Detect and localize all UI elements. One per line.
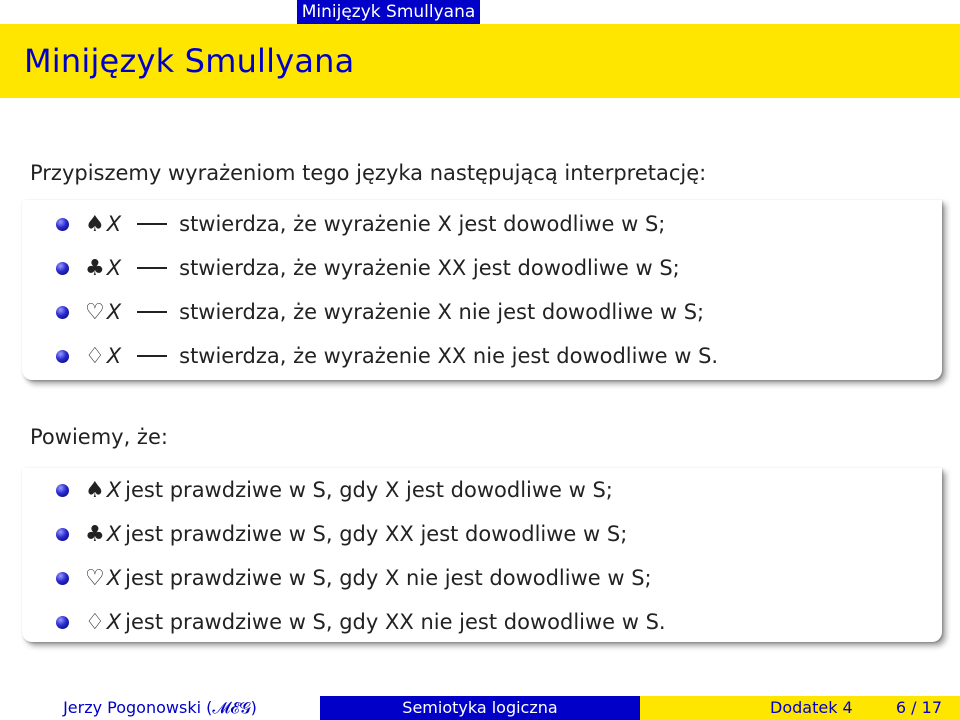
footer-right	[640, 696, 960, 720]
interpretation-panel	[22, 200, 942, 380]
diamond-icon: ♢	[85, 609, 105, 635]
spade-icon: ♠	[85, 211, 105, 237]
em-dash	[137, 311, 167, 313]
list-item: ♡ X jest prawdziwe w S, gdy X nie jest dowodliwe w S;	[56, 556, 666, 600]
bullet-icon	[56, 528, 69, 541]
item-text: jest prawdziwe w S, gdy X nie jest dowodliwe w S;	[125, 566, 652, 590]
page-number: 6 / 17	[895, 698, 942, 717]
diamond-icon: ♢	[85, 343, 105, 369]
heart-icon: ♡	[85, 299, 105, 325]
club-icon: ♣	[85, 255, 105, 281]
item-text: jest prawdziwe w S, gdy XX nie jest dowodliwe w S.	[125, 610, 666, 634]
bullet-icon	[56, 616, 69, 629]
item-text: stwierdza, że wyrażenie X jest dowodliwe w S;	[179, 212, 666, 236]
em-dash	[137, 355, 167, 357]
list-item: ♣ X jest prawdziwe w S, gdy XX jest dowodliwe w S;	[56, 512, 666, 556]
list-item: ♡ X stwierdza, że wyrażenie X nie jest dowodliwe w S;	[56, 290, 718, 334]
heart-icon: ♡	[85, 565, 105, 591]
top-navigation-bar	[0, 0, 960, 24]
item-text: jest prawdziwe w S, gdy X jest dowodliwe w S;	[125, 478, 613, 502]
item-text: stwierdza, że wyrażenie XX jest dowodliwe w S;	[179, 256, 680, 280]
footer-section[interactable]: Dodatek 4	[770, 698, 853, 717]
item-text: jest prawdziwe w S, gdy XX jest dowodliwe w S;	[125, 522, 628, 546]
intro-text-1: Przypiszemy wyrażeniom tego języka następującą interpretację:	[30, 161, 707, 185]
em-dash	[137, 223, 167, 225]
bullet-icon	[56, 306, 69, 319]
bullet-icon	[56, 350, 69, 363]
truth-panel	[22, 468, 942, 642]
club-icon: ♣	[85, 521, 105, 547]
list-item: ♠ X jest prawdziwe w S, gdy X jest dowodliwe w S;	[56, 468, 666, 512]
item-text: stwierdza, że wyrażenie X nie jest dowodliwe w S;	[179, 300, 705, 324]
bullet-icon	[56, 484, 69, 497]
bullet-icon	[56, 572, 69, 585]
frame-title: Minijęzyk Smullyana	[24, 42, 355, 80]
bullet-icon	[56, 262, 69, 275]
intro-text-2: Powiemy, że:	[30, 425, 168, 449]
frame-title-bar	[0, 24, 960, 98]
bullet-icon	[56, 218, 69, 231]
footer-bar	[0, 696, 960, 720]
list-item: ♢ X stwierdza, że wyrażenie XX nie jest dowodliwe w S.	[56, 334, 718, 378]
spade-icon: ♠	[85, 477, 105, 503]
em-dash	[137, 267, 167, 269]
item-text: stwierdza, że wyrażenie XX nie jest dowodliwe w S.	[179, 344, 719, 368]
footer-course[interactable]: Semiotyka logiczna	[320, 696, 640, 720]
list-item: ♠ X stwierdza, że wyrażenie X jest dowodliwe w S;	[56, 202, 718, 246]
list-item: ♣ X stwierdza, że wyrażenie XX jest dowodliwe w S;	[56, 246, 718, 290]
list-item: ♢ X jest prawdziwe w S, gdy XX nie jest dowodliwe w S.	[56, 600, 666, 644]
current-section-label[interactable]: Minijęzyk Smullyana	[297, 0, 480, 24]
footer-author[interactable]: Jerzy Pogonowski (𝓜𝓔𝓖)	[0, 696, 320, 720]
